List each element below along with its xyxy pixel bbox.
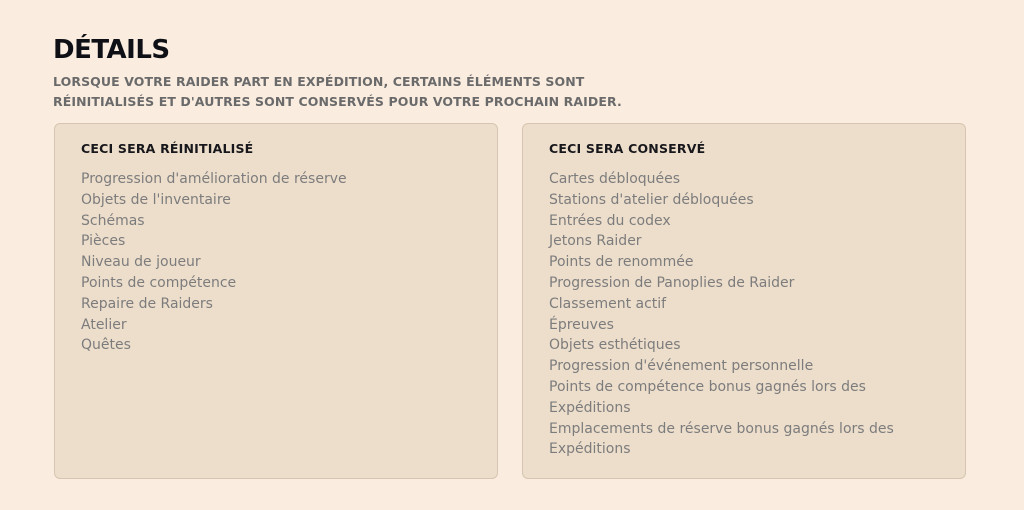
kept-item: Épreuves: [549, 316, 614, 333]
reset-item: Atelier: [81, 316, 127, 333]
page-subtitle: LORSQUE VOTRE RAIDER PART EN EXPÉDITION, CERTAINS ÉLÉMENTS SONT RÉINITIALISÉS ET D'AUTRES SONT CONSERVÉS POUR VOTRE PROCHAIN RAIDER.: [53, 74, 622, 109]
reset-items-list: [81, 169, 481, 356]
reset-item: Quêtes: [81, 337, 131, 354]
kept-item: Classement actif: [549, 295, 667, 312]
reset-item: Niveau de joueur: [81, 254, 201, 271]
kept-item: Points de renommée: [549, 254, 694, 271]
kept-panel-heading: CECI SERA CONSERVÉ: [549, 141, 706, 156]
kept-item: Points de compétence bonus gagnés lors des Expéditions: [549, 378, 866, 416]
kept-items-list: [549, 169, 949, 460]
kept-item: Emplacements de réserve bonus gagnés lors des Expéditions: [549, 420, 894, 458]
reset-item: Repaire de Raiders: [81, 295, 213, 312]
page-title: DÉTAILS: [53, 35, 170, 65]
kept-item: Progression d'événement personnelle: [549, 358, 814, 375]
reset-item: Points de compétence: [81, 274, 237, 291]
kept-item: Jetons Raider: [549, 233, 642, 250]
reset-item: Schémas: [81, 212, 145, 229]
kept-item: Objets esthétiques: [549, 337, 681, 354]
reset-panel: [54, 123, 498, 479]
kept-item: Cartes débloquées: [549, 171, 681, 187]
kept-item: Entrées du codex: [549, 212, 671, 229]
reset-item: Objets de l'inventaire: [81, 191, 231, 208]
reset-item: Progression d'amélioration de réserve: [81, 171, 347, 187]
kept-item: Progression de Panoplies de Raider: [549, 274, 795, 291]
kept-panel: [522, 123, 966, 479]
kept-item: Stations d'atelier débloquées: [549, 191, 754, 208]
reset-item: Pièces: [81, 233, 126, 250]
reset-panel-heading: CECI SERA RÉINITIALISÉ: [81, 141, 254, 156]
